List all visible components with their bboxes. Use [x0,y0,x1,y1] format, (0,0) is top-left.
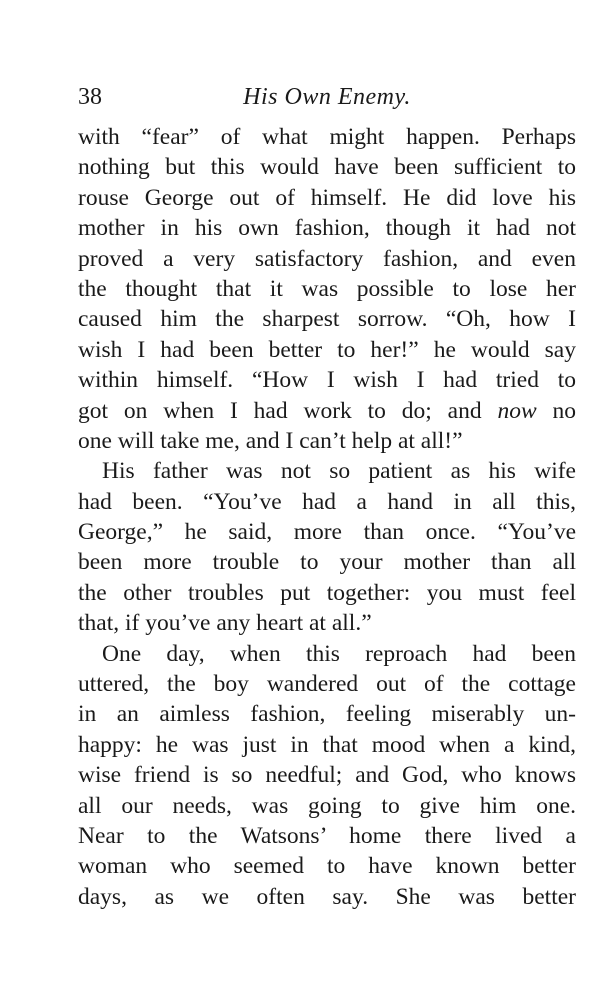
text-line: that, if you’ve any heart at all.” [78,610,372,637]
text-line: mother in his own fashion, though it had not [78,215,576,242]
text-line: Near to the Watsons’ home there lived a [78,822,576,849]
book-title: His Own Enemy. [243,84,411,110]
text-line: the thought that it was possible to lose her [78,275,576,302]
text-line: been more trouble to your mother than all [78,549,576,576]
emphasized-word: now [497,397,537,424]
text-line: nothing but this would have been sufficient to [78,154,576,181]
text-line: happy: he was just in that mood when a kind, [78,731,576,758]
page-number: 38 [78,84,102,110]
text-line: rouse George out of himself. He did love his [78,184,576,211]
text-line [78,396,576,426]
text-line: George,” he said, more than once. “You’ve [78,519,576,546]
text-line: caused him the sharpest sorrow. “Oh, how I [78,306,576,333]
text-line: uttered, the boy wandered out of the cottage [78,671,576,698]
text-line: woman who seemed to have known better [78,853,576,880]
text-line: the other troubles put together: you must feel [78,579,576,606]
body-text [78,122,576,912]
text-line: had been. “You’ve had a hand in all this, [78,488,576,515]
text-line-start: got on when I had work to do; and [78,397,482,424]
text-line: proved a very satisfactory fashion, and even [78,245,576,272]
text-line: in an aimless fashion, feeling miserably un- [78,701,576,728]
text-line: wise friend is so needful; and God, who knows [78,762,576,789]
text-line: within himself. “How I wish I had tried to [78,367,576,394]
text-line: days, as we often say. She was better [78,883,576,910]
text-line: all our needs, was going to give him one. [78,792,576,819]
running-head [78,80,576,114]
text-line: one will take me, and I can’t help at all!” [78,427,463,454]
text-line-end: no [552,397,576,424]
text-line: His father was not so patient as his wife [102,458,576,485]
text-line: wish I had been better to her!” he would say [78,336,576,363]
text-line: with “fear” of what might happen. Perhaps [78,124,576,150]
text-line: One day, when this reproach had been [102,640,576,667]
